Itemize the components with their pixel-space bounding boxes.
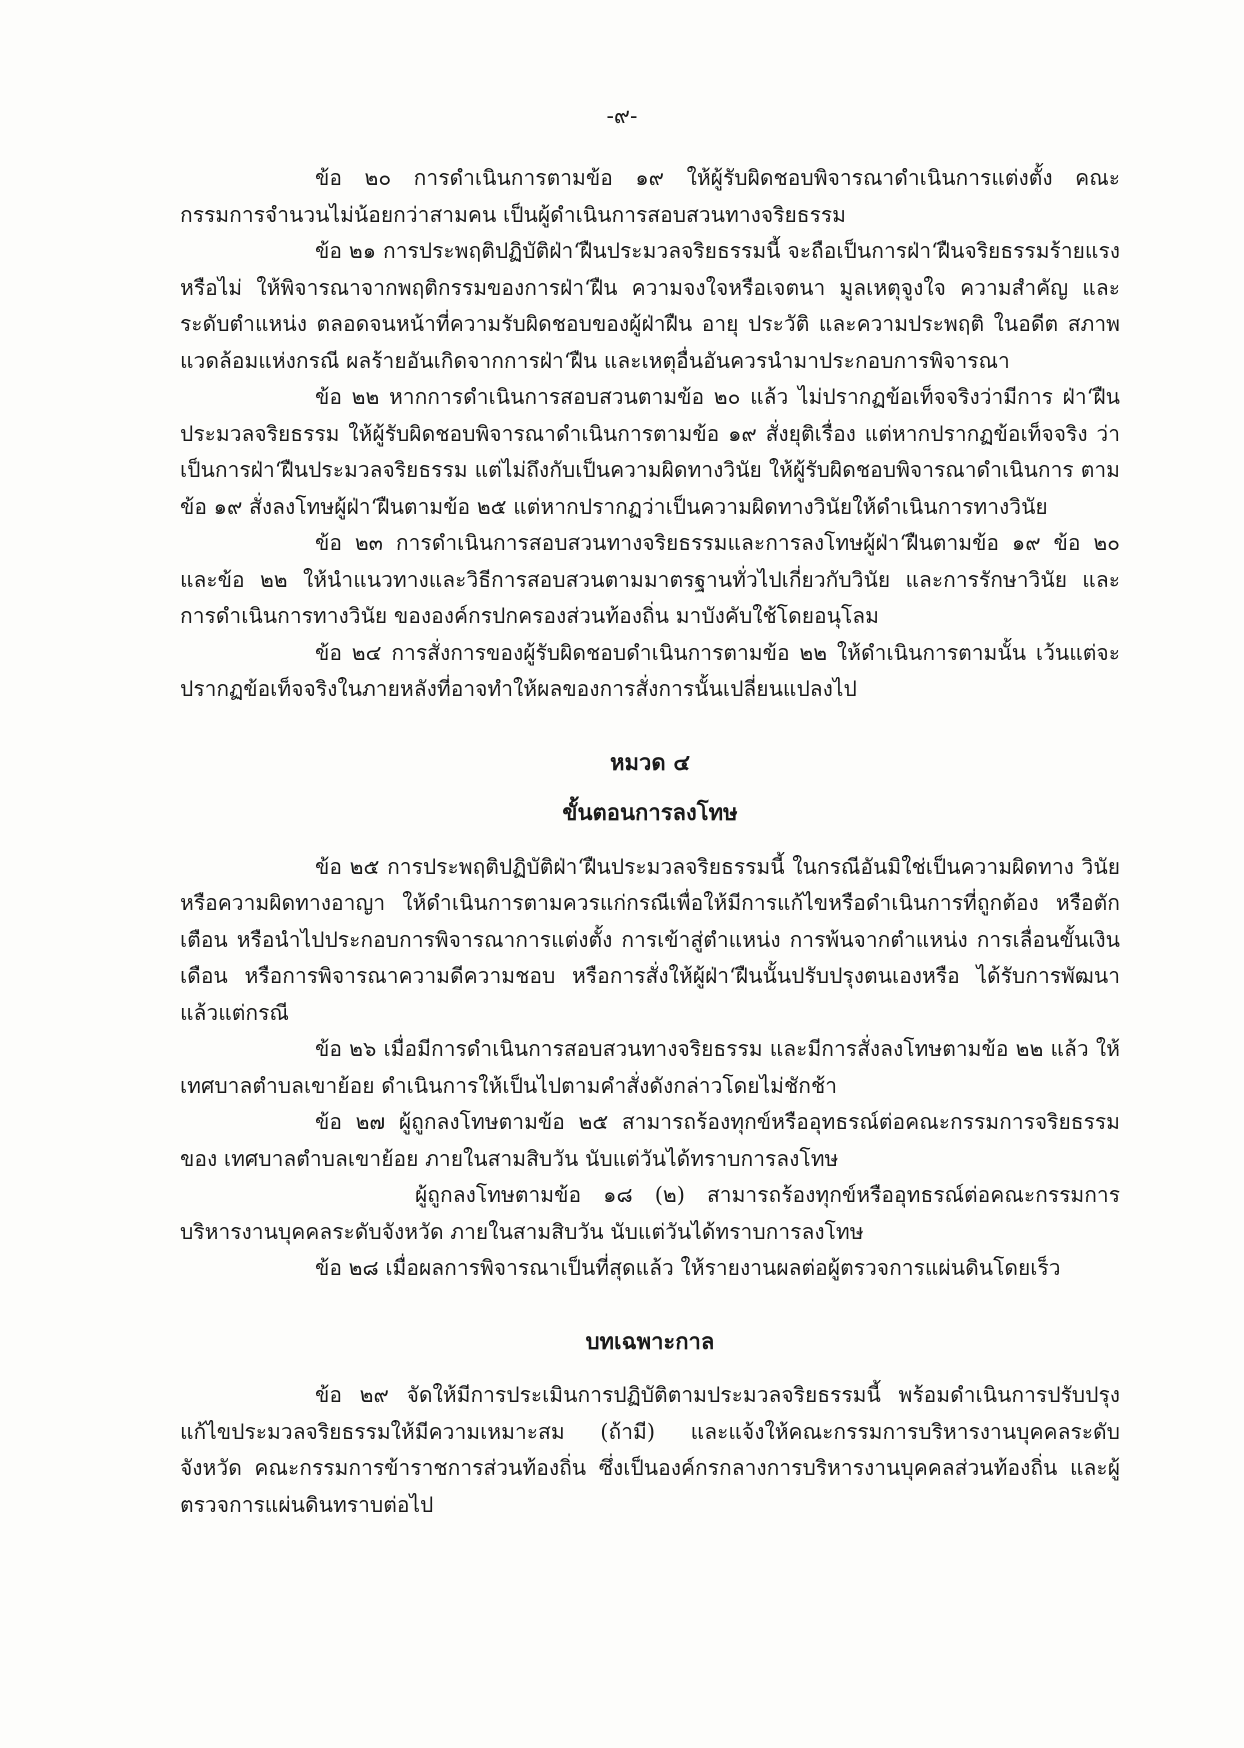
clause-29: ข้อ ๒๙ จัดให้มีการประเมินการปฏิบัติตามประมวลจริยธรรมนี้ พร้อมดำเนินการปรับปรุงแก้ไขประมวลจริยธรรมให้มีความเหมาะสม (ถ้ามี) และแจ้งให้คณะกรรมการบริหารงานบุคคลระดับจังหวัด คณะกรรมการข้าราชการส่วนท้องถิ่น ซึ่งเป็นองค์กรกลางการบริหารงานบุคคลส่วนท้องถิ่น และผู้ตรวจการแผ่นดินทราบต่อไป <box>180 1383 1120 1517</box>
document-body <box>180 160 1120 1523</box>
clause-22: ข้อ ๒๒ หากการดำเนินการสอบสวนตามข้อ ๒๐ แล้ว ไม่ปรากฏข้อเท็จจริงว่ามีการ ฝ่า‘ฝืนประมวลจริยธรรม ให้ผู้รับผิดชอบพิจารณาดำเนินการตามข้อ ๑๙ สั่งยุติเรื่อง แต่หากปรากฏข้อเท็จจริง ว่าเป็นการฝ่า‘ฝืนประมวลจริยธรรม แต่ไม่ถึงกับเป็นความผิดทางวินัย ให้ผู้รับผิดชอบพิจารณาดำเนินการ ตามข้อ ๑๙ สั่งลงโทษผู้ฝ่า‘ฝืนตามข้อ ๒๕ แต่หากปรากฏว่าเป็นความผิดทางวินัยให้ดำเนินการทางวินัย <box>180 385 1120 519</box>
clause-23: ข้อ ๒๓ การดำเนินการสอบสวนทางจริยธรรมและการลงโทษผู้ฝ่า‘ฝืนตามข้อ ๑๙ ข้อ ๒๐ และข้อ ๒๒ ให้นำแนวทางและวิธีการสอบสวนตามมาตรฐานทั่วไปเกี่ยวกับวินัย และการรักษาวินัย และการดำเนินการทางวินัย ขององค์กรปกครองส่วนท้องถิ่น มาบังคับใช้โดยอนุโลม <box>180 531 1120 628</box>
clause-26: ข้อ ๒๖ เมื่อมีการดำเนินการสอบสวนทางจริยธรรม และมีการสั่งลงโทษตามข้อ ๒๒ แล้ว ให้เทศบาลตำบลเขาย้อย ดำเนินการให้เป็นไปตามคำสั่งดังกล่าวโดยไม่ชักช้า <box>180 1037 1120 1098</box>
clause-20: ข้อ ๒๐ การดำเนินการตามข้อ ๑๙ ให้ผู้รับผิดชอบพิจารณาดำเนินการแต่งตั้ง คณะกรรมการจำนวนไม่น้อยกว่าสามคน เป็นผู้ดำเนินการสอบสวนทางจริยธรรม <box>180 166 1120 227</box>
clause-25: ข้อ ๒๕ การประพฤติปฏิบัติฝ่า‘ฝืนประมวลจริยธรรมนี้ ในกรณีอันมิใช่เป็นความผิดทาง วินัยหรือความผิดทางอาญา ให้ดำเนินการตามควรแก่กรณีเพื่อให้มีการแก้ไขหรือดำเนินการที่ถูกต้อง หรือตักเตือน หรือนำไปประกอบการพิจารณาการแต่งตั้ง การเข้าสู่ตำแหน่ง การพ้นจากตำแหน่ง การเลื่อนขั้นเงินเดือน หรือการพิจารณาความดีความชอบ หรือการสั่งให้ผู้ฝ่า‘ฝืนนั้นปรับปรุงตนเองหรือ ได้รับการพัฒนา แล้วแต่กรณี <box>180 854 1120 1025</box>
clause-27: ข้อ ๒๗ ผู้ถูกลงโทษตามข้อ ๒๕ สามารถร้องทุกข์หรืออุทธรณ์ต่อคณะกรรมการจริยธรรมของ เทศบาลตำบลเขาย้อย ภายในสามสิบวัน นับแต่วันได้ทราบการลงโทษ <box>180 1110 1120 1171</box>
clause-21: ข้อ ๒๑ การประพฤติปฏิบัติฝ่า‘ฝืนประมวลจริยธรรมนี้ จะถือเป็นการฝ่า‘ฝืนจริยธรรมร้ายแรงหรือไม่ ให้พิจารณาจากพฤติกรรมของการฝ่า‘ฝืน ความจงใจหรือเจตนา มูลเหตุจูงใจ ความสำคัญ และระดับตำแหน่ง ตลอดจนหน้าที่ความรับผิดชอบของผู้ฝ่าฝืน อายุ ประวัติ และความประพฤติ ในอดีต สภาพแวดล้อมแห่งกรณี ผลร้ายอันเกิดจากการฝ่า‘ฝืน และเหตุอื่นอันควรนำมาประกอบการพิจารณา <box>180 239 1120 373</box>
clause-24: ข้อ ๒๔ การสั่งการของผู้รับผิดชอบดำเนินการตามข้อ ๒๒ ให้ดำเนินการตามนั้น เว้นแต่จะปรากฏข้อเท็จจริงในภายหลังที่อาจทำให้ผลของการสั่งการนั้นเปลี่ยนแปลงไป <box>180 640 1120 701</box>
page-number: -๙- <box>606 104 638 129</box>
clause-27-paragraph-2: ผู้ถูกลงโทษตามข้อ ๑๘ (๒) สามารถร้องทุกข์หรืออุทธรณ์ต่อคณะกรรมการบริหารงานบุคคลระดับจังหวัด ภายในสามสิบวัน นับแต่วันได้ทราบการลงโทษ <box>180 1183 1120 1244</box>
transitional-title: บทเฉพาะกาล <box>585 1328 715 1355</box>
chapter-title: ขั้นตอนการลงโทษ <box>562 800 738 826</box>
clause-28: ข้อ ๒๘ เมื่อผลการพิจารณาเป็นที่สุดแล้ว ให้รายงานผลต่อผู้ตรวจการแผ่นดินโดยเร็ว <box>315 1256 1061 1280</box>
chapter-heading: หมวด ๔ <box>610 749 690 776</box>
